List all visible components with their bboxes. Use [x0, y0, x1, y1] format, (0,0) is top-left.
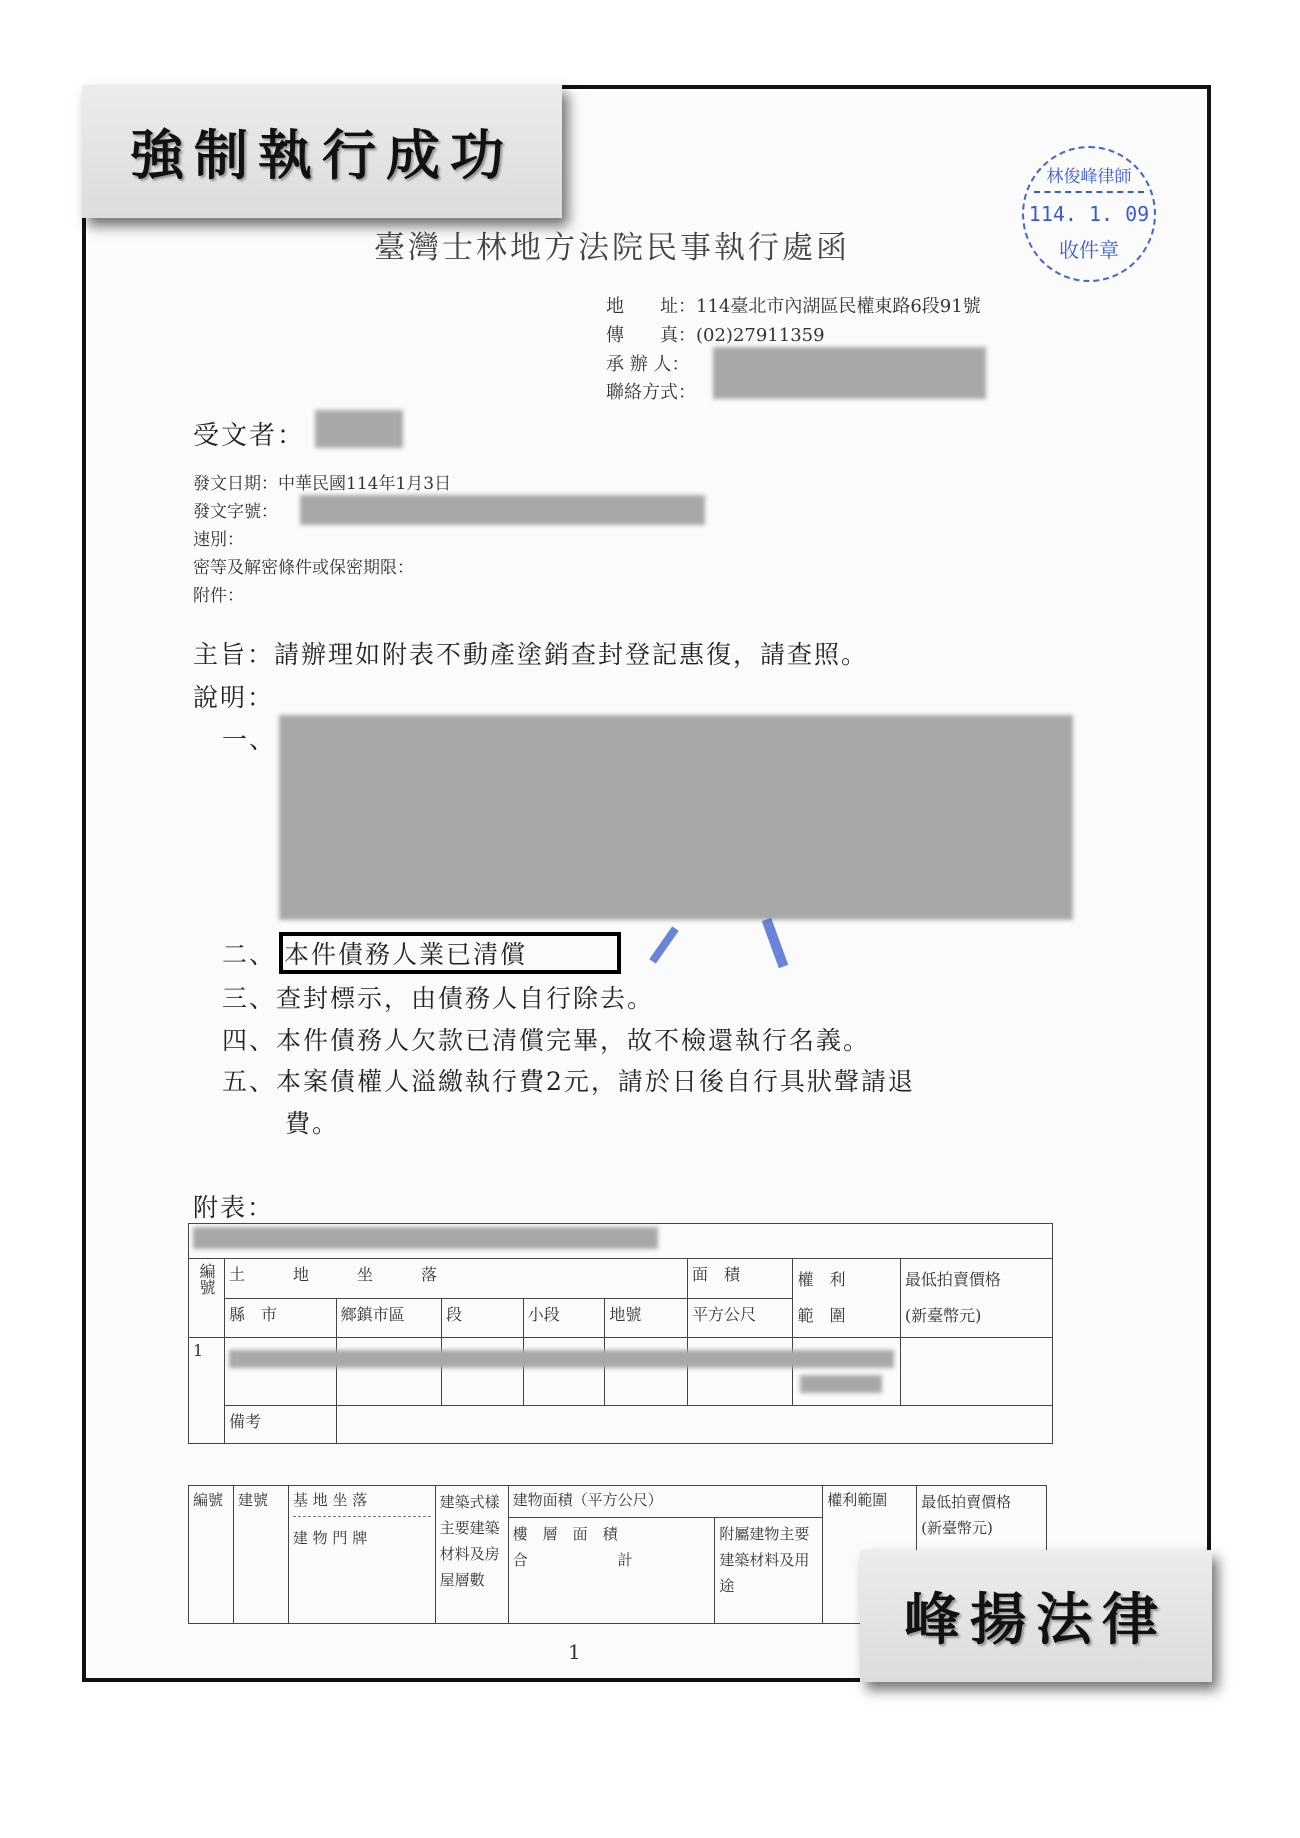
issue-date-label: 發文日期：	[193, 474, 278, 494]
subject-line: 主旨：請辦理如附表不動產塗銷查封登記惠復，請查照。	[193, 640, 869, 669]
header-no: 編號	[189, 1486, 234, 1624]
header-annex: 附屬建物主要建築材料及用途	[715, 1518, 823, 1624]
issue-date-value: 中華民國114年1月3日	[278, 474, 452, 494]
header-site-label: 基 地 坐 落	[293, 1489, 431, 1517]
item-2-num: 二、	[222, 940, 277, 969]
item-4-text: 本件債務人欠款已清償完畢，故不檢還執行名義。	[276, 1026, 871, 1055]
fax-label: 傳 真：	[606, 325, 696, 346]
header-floor-area: 樓 層 面 積 合 計	[508, 1518, 715, 1624]
item-1-num: 一、	[222, 725, 277, 754]
header-min-price: 最低拍賣價格 (新臺幣元)	[917, 1486, 1047, 1624]
outer-frame	[82, 85, 1211, 1682]
handler-label: 承 辦 人：	[606, 354, 690, 375]
page-number: 1	[568, 1640, 581, 1664]
header-subsection: 小段	[523, 1299, 605, 1338]
item-5-num: 五、	[222, 1067, 277, 1096]
recipient-label: 受文者：	[193, 421, 306, 451]
row-no: 1	[189, 1338, 225, 1444]
appendix-label: 附表：	[193, 1193, 275, 1222]
header-district: 鄉鎮市區	[336, 1299, 442, 1338]
item-3-num: 三、	[222, 984, 277, 1013]
contact-label: 聯絡方式：	[606, 382, 696, 403]
item-2-text: 本件債務人業已清償	[284, 940, 528, 969]
header-door-plate: 建 物 門 牌	[292, 1529, 368, 1547]
attachment-label: 附件：	[193, 586, 244, 606]
stamp-name: 林俊峰律師	[1034, 162, 1144, 193]
fax-value: (02)27911359	[696, 325, 825, 346]
header-min-price: 最低拍賣價格 (新臺幣元)	[900, 1259, 1052, 1338]
header-land-location: 土 地 坐 落	[225, 1259, 688, 1299]
header-building-area: 建物面積（平方公尺）	[508, 1486, 823, 1518]
header-no: 編號	[189, 1259, 225, 1338]
stamp-label: 收件章	[1059, 238, 1119, 262]
item-4-num: 四、	[222, 1026, 277, 1055]
header-building-no: 建號	[233, 1486, 288, 1624]
overlay-label-top-left: 強制執行成功	[82, 85, 562, 218]
document-title: 臺灣士林地方法院民事執行處函	[374, 230, 850, 266]
address-label: 地 址：	[606, 296, 696, 317]
header-structure: 建築式樣主要建築材料及房屋層數	[435, 1486, 508, 1624]
stamp-date: 114. 1. 09	[1028, 202, 1150, 226]
document-number-label: 發文字號：	[193, 502, 278, 522]
header-area: 面 積	[687, 1259, 792, 1299]
header-lot-no: 地號	[605, 1299, 688, 1338]
item-3-text: 查封標示，由債務人自行除去。	[276, 984, 655, 1013]
header-sqm: 平方公尺	[687, 1299, 792, 1338]
item-5-continued: 費。	[285, 1109, 340, 1138]
header-county: 縣 市	[225, 1299, 337, 1338]
address-value: 114臺北市內湖區民權東路6段91號	[696, 296, 981, 317]
header-section: 段	[442, 1299, 524, 1338]
overlay-label-bottom-right: 峰揚法律	[860, 1550, 1212, 1682]
item-5-text: 本案債權人溢繳執行費2元，請於日後自行具狀聲請退	[276, 1067, 915, 1096]
explanation-label: 說明：	[193, 683, 275, 712]
security-label: 密等及解密條件或保密期限：	[193, 558, 414, 578]
speed-label: 速別：	[193, 530, 244, 550]
remark-label: 備考	[225, 1406, 337, 1444]
header-rights: 權利範圍	[823, 1486, 917, 1624]
header-rights: 權 利 範 圍	[793, 1259, 900, 1338]
